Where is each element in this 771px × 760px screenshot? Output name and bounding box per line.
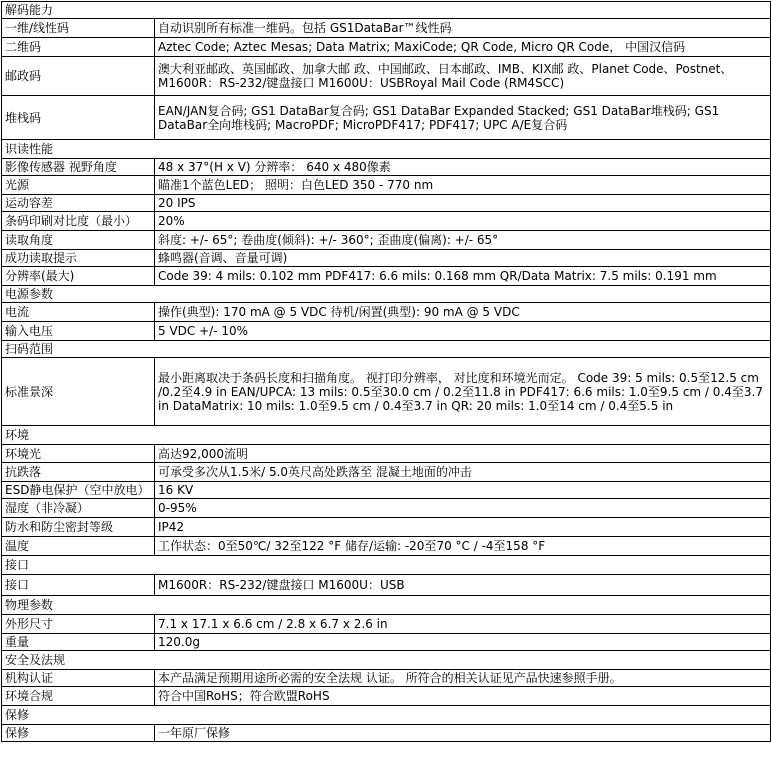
section-title: 扫码范围: [2, 341, 771, 358]
spec-row: [2, 445, 771, 463]
spec-label: 环境光: [2, 445, 155, 463]
spec-value: Code 39: 4 mils: 0.102 mm PDF417: 6.6 mils: 0.168 mm QR/Data Matrix: 7.5 mils: 0.191 mm: [155, 267, 771, 286]
section-header-row: [2, 556, 771, 575]
spec-row: [2, 575, 771, 596]
spec-value: 最小距离取决于条码长度和扫描角度。 视打印分辨率， 对比度和环境光而定。 Code 39: 5 mils: 0.5至12.5 cm /0.2至4.9 in EAN/UPCA: 13 mils: 0.5至30.0 cm / 0.2至11.8 in PDF417: 6.6 mils: 1.0至9.5 cm / 0.4至3.7 in DataMatrix: 10 mils: 1.0至9.5 cm / 0.4至3.7 in QR: 20 mils: 1.0至14 cm / 0.4至5.5 in: [155, 358, 771, 426]
section-title: 物理参数: [2, 596, 771, 615]
spec-label: ESD静电保护（空中放电）: [2, 482, 155, 499]
spec-row: [2, 725, 771, 742]
spec-value: 斜度: +/- 65°; 卷曲度(倾斜): +/- 360°; 歪曲度(偏离): +/- 65°: [155, 231, 771, 250]
spec-value: 工作状态：0至50℃/ 32至122 °F 储存/运输: -20至70 °C / -4至158 °F: [155, 537, 771, 556]
spec-value: M1600R：RS-232/键盘接口 M1600U：USB: [155, 575, 771, 596]
section-header-row: [2, 706, 771, 725]
spec-value: 自动识别所有标准一维码。包括 GS1DataBar™线性码: [155, 19, 771, 38]
section-title: 环境: [2, 426, 771, 445]
spec-row: [2, 267, 771, 286]
section-title: 电源参数: [2, 286, 771, 303]
spec-row: [2, 499, 771, 518]
spec-value: 一年原厂保修: [155, 725, 771, 742]
spec-row: [2, 358, 771, 426]
section-title: 识读性能: [2, 140, 771, 159]
spec-value: 高达92,000流明: [155, 445, 771, 463]
spec-value: Aztec Code; Aztec Mesas; Data Matrix; MaxiCode; QR Code, Micro QR Code， 中国汉信码: [155, 38, 771, 57]
spec-value: 5 VDC +/- 10%: [155, 322, 771, 341]
spec-value: 符合中国RoHS；符合欧盟RoHS: [155, 687, 771, 706]
spec-row: [2, 212, 771, 231]
spec-label: 读取角度: [2, 231, 155, 250]
spec-label: 一维/线性码: [2, 19, 155, 38]
spec-row: [2, 159, 771, 176]
spec-label: 机构认证: [2, 670, 155, 687]
spec-label: 温度: [2, 537, 155, 556]
spec-row: [2, 322, 771, 341]
spec-label: 抗跌落: [2, 463, 155, 482]
spec-label: 运动容差: [2, 195, 155, 212]
spec-label: 环境合规: [2, 687, 155, 706]
spec-label: 邮政码: [2, 57, 155, 96]
spec-label: 分辨率(最大): [2, 267, 155, 286]
spec-row: [2, 57, 771, 96]
section-header-row: [2, 596, 771, 615]
spec-value: EAN/JAN复合码; GS1 DataBar复合码; GS1 DataBar Expanded Stacked; GS1 DataBar堆栈码; GS1 DataBar全向堆栈码; MacroPDF; MicroPDF417; PDF417; UPC A/E复合码: [155, 96, 771, 140]
spec-label: 保修: [2, 725, 155, 742]
spec-row: [2, 518, 771, 537]
spec-label: 影像传感器 视野角度: [2, 159, 155, 176]
section-header-row: [2, 140, 771, 159]
spec-row: [2, 537, 771, 556]
spec-label: 输入电压: [2, 322, 155, 341]
spec-value: 48 x 37°(H x V) 分辨率： 640 x 480像素: [155, 159, 771, 176]
spec-value: 瞄准1个蓝色LED； 照明：白色LED 350 - 770 nm: [155, 176, 771, 195]
spec-value: 澳大利亚邮政、英国邮政、加拿大邮 政、中国邮政、日本邮政、IMB、KIX邮 政、Planet Code、Postnet、M1600R：RS-232/键盘接口 M1600U：USBRoyal Mail Code (RM4SCC): [155, 57, 771, 96]
section-title: 解码能力: [2, 2, 771, 19]
spec-value: 0-95%: [155, 499, 771, 518]
spec-value: 本产品满足预期用途所必需的安全法规 认证。 所符合的相关认证见产品快速参照手册。: [155, 670, 771, 687]
spec-row: [2, 482, 771, 499]
spec-row: [2, 231, 771, 250]
spec-label: 堆栈码: [2, 96, 155, 140]
spec-label: 防水和防尘密封等级: [2, 518, 155, 537]
spec-label: 二维码: [2, 38, 155, 57]
spec-row: [2, 19, 771, 38]
section-title: 保修: [2, 706, 771, 725]
section-header-row: [2, 426, 771, 445]
spec-row: [2, 463, 771, 482]
spec-value: 可承受多次从1.5米/ 5.0英尺高处跌落至 混凝土地面的冲击: [155, 463, 771, 482]
spec-label: 重量: [2, 634, 155, 651]
spec-row: [2, 38, 771, 57]
spec-row: [2, 634, 771, 651]
spec-label: 电流: [2, 303, 155, 322]
spec-value: 操作(典型): 170 mA @ 5 VDC 待机/闲置(典型): 90 mA @ 5 VDC: [155, 303, 771, 322]
spec-value: 蜂鸣器(音调、音量可调): [155, 250, 771, 267]
section-header-row: [2, 286, 771, 303]
spec-row: [2, 670, 771, 687]
spec-row: [2, 96, 771, 140]
spec-label: 条码印刷对比度（最小）: [2, 212, 155, 231]
section-header-row: [2, 341, 771, 358]
spec-label: 接口: [2, 575, 155, 596]
spec-row: [2, 195, 771, 212]
spec-row: [2, 687, 771, 706]
spec-value: 16 KV: [155, 482, 771, 499]
spec-table: [1, 1, 771, 742]
spec-label: 成功读取提示: [2, 250, 155, 267]
section-title: 安全及法规: [2, 651, 771, 670]
section-header-row: [2, 2, 771, 19]
spec-label: 光源: [2, 176, 155, 195]
spec-value: 20 IPS: [155, 195, 771, 212]
spec-value: 20%: [155, 212, 771, 231]
section-title: 接口: [2, 556, 771, 575]
spec-row: [2, 176, 771, 195]
spec-value: 120.0g: [155, 634, 771, 651]
spec-label: 湿度（非冷凝）: [2, 499, 155, 518]
spec-row: [2, 250, 771, 267]
spec-table-body: [2, 2, 771, 742]
spec-label: 标准景深: [2, 358, 155, 426]
spec-label: 外形尺寸: [2, 615, 155, 634]
section-header-row: [2, 651, 771, 670]
spec-row: [2, 615, 771, 634]
spec-value: IP42: [155, 518, 771, 537]
spec-value: 7.1 x 17.1 x 6.6 cm / 2.8 x 6.7 x 2.6 in: [155, 615, 771, 634]
spec-row: [2, 303, 771, 322]
